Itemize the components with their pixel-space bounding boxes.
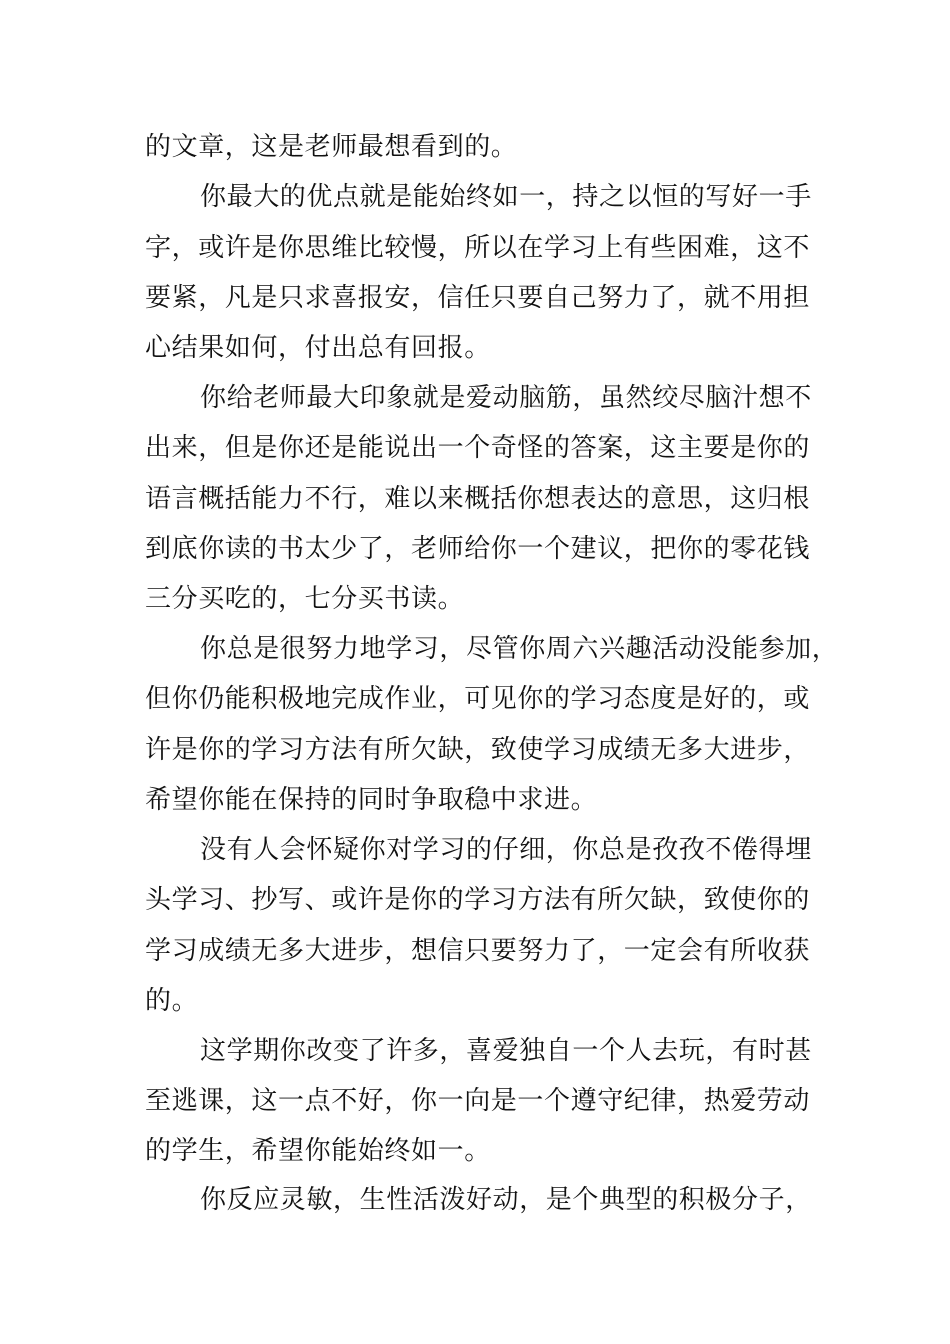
text-line: 没有人会怀疑你对学习的仔细，你总是孜孜不倦得埋	[200, 835, 812, 865]
text-line: 你给老师最大印象就是爱动脑筋，虽然绞尽脑汁想不	[200, 383, 812, 413]
text-line: 语言概括能力不行，难以来概括你想表达的意思，这归根	[145, 484, 811, 514]
text-line: 你总是很努力地学习，尽管你周六兴趣活动没能参加，	[200, 634, 839, 664]
text-line: 这学期你改变了许多，喜爱独自一个人去玩，有时甚	[200, 1036, 812, 1066]
text-line: 至逃课，这一点不好，你一向是一个遵守纪律，热爱劳动	[145, 1086, 811, 1116]
text-line: 学习成绩无多大进步，想信只要努力了，一定会有所收获	[145, 936, 811, 966]
text-line: 心结果如何，付出总有回报。	[145, 333, 491, 363]
text-line: 许是你的学习方法有所欠缺，致使学习成绩无多大进步，	[145, 735, 811, 765]
text-line: 的学生，希望你能始终如一。	[145, 1136, 491, 1166]
text-line: 你反应灵敏，生性活泼好动，是个典型的积极分子，	[200, 1185, 812, 1215]
text-line: 出来，但是你还是能说出一个奇怪的答案，这主要是你的	[145, 433, 811, 463]
text-line: 的。	[145, 986, 199, 1016]
text-line: 头学习、抄写、或许是你的学习方法有所欠缺，致使你的	[145, 885, 811, 915]
text-line: 但你仍能积极地完成作业，可见你的学习态度是好的，或	[145, 684, 811, 714]
text-line: 你最大的优点就是能始终如一，持之以恒的写好一手	[200, 182, 812, 212]
text-line: 要紧，凡是只求喜报安，信任只要自己努力了，就不用担	[145, 283, 811, 313]
text-line: 字，或许是你思维比较慢，所以在学习上有些困难，这不	[145, 233, 811, 263]
text-line: 的文章，这是老师最想看到的。	[145, 132, 518, 162]
text-line: 希望你能在保持的同时争取稳中求进。	[145, 785, 598, 815]
text-line: 到底你读的书太少了，老师给你一个建议，把你的零花钱	[145, 534, 811, 564]
text-line: 三分买吃的，七分买书读。	[145, 584, 465, 614]
